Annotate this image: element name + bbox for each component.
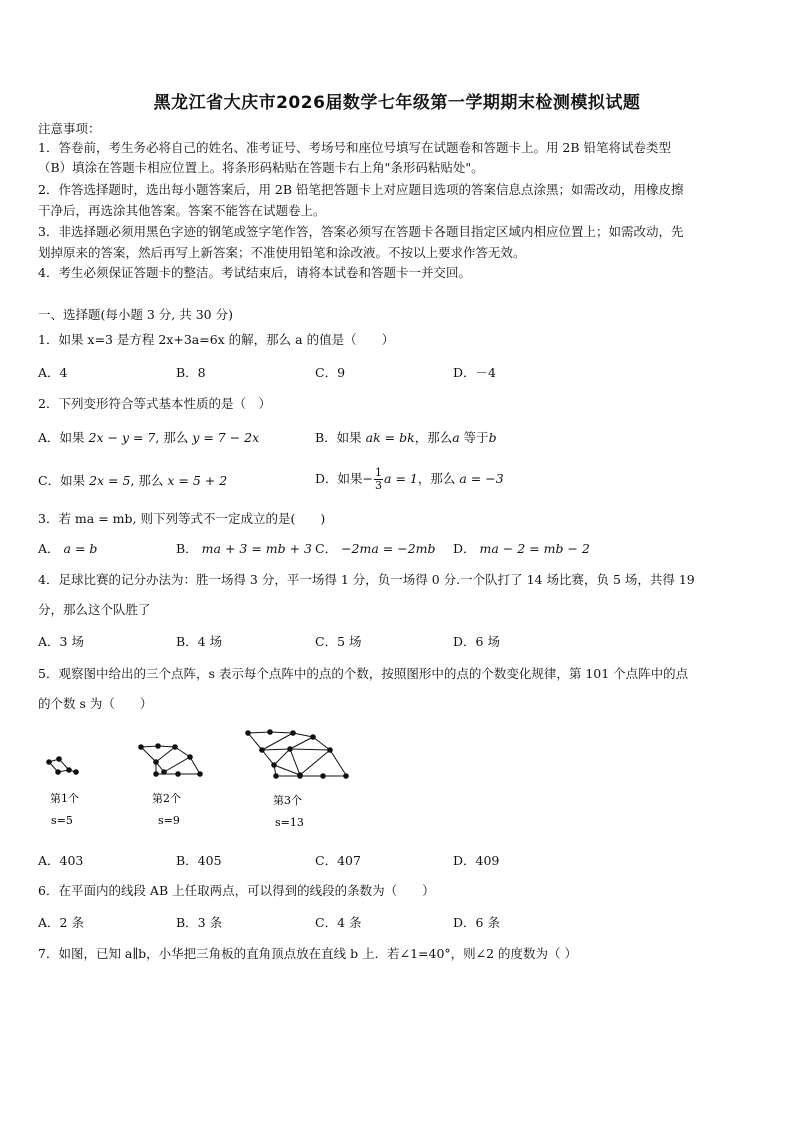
lattice-dot [246, 731, 251, 736]
q2-option-a [38, 428, 259, 448]
q6-option-a: A．2 条 [38, 915, 84, 930]
q2-b-var: a [452, 430, 460, 445]
q2-d-fraction [374, 467, 383, 492]
q1-option-b: B．8 [176, 365, 206, 380]
lattice-2 [139, 744, 203, 777]
lattice-dot [274, 774, 279, 779]
q2-option-b [315, 428, 497, 448]
q6-option-c: C．4 条 [315, 915, 362, 930]
figure-3-label: 第3个 [273, 794, 302, 807]
lattice-dot [344, 774, 349, 779]
lattice-dot [298, 774, 303, 779]
lattice-3 [246, 730, 349, 779]
lattice-dot [156, 744, 161, 749]
q3-option-a [38, 539, 97, 559]
q5-option-d: D．409 [453, 853, 500, 868]
q6-option-b: B．3 条 [176, 915, 223, 930]
lattice-1 [47, 757, 79, 775]
lattice-dot [321, 774, 326, 779]
q3-d-expr: ma − 2 = mb − 2 [479, 541, 590, 556]
q3-c-label: C． [315, 541, 338, 556]
q2-b-result: b [488, 430, 497, 445]
q2-a-cond: 2x − y = 7 [88, 430, 156, 445]
lattice-dot [154, 760, 159, 765]
q2-c-prefix: C．如果 [38, 473, 86, 488]
q4-option-b: B．4 场 [176, 634, 223, 649]
question-3-stem: 3．若 ma = mb, 则下列等式不一定成立的是( ) [38, 511, 326, 526]
q5-option-c: C．407 [315, 853, 361, 868]
q2-b-prefix: B．如果 [315, 430, 362, 445]
q1-option-c: C．9 [315, 365, 346, 380]
q3-c-expr: −2ma = −2mb [341, 541, 436, 556]
q2-a-prefix: A．如果 [38, 430, 85, 445]
q3-b-expr: ma + 3 = mb + 3 [201, 541, 312, 556]
dot-lattice-figures [30, 722, 370, 834]
question-6-stem: 6．在平面内的线段 AB 上任取两点，可以得到的线段的条数为（ ） [38, 883, 435, 898]
q2-d-rest: a = 1 [384, 471, 418, 486]
q4-option-a: A．3 场 [38, 634, 84, 649]
lattice-dot [173, 745, 178, 750]
question-4-stem-cont: 分，那么这个队胜了 [38, 602, 151, 617]
q4-option-c: C．5 场 [315, 634, 362, 649]
q3-option-c [315, 539, 436, 559]
q2-option-d [315, 464, 504, 494]
q3-a-label: A． [38, 541, 60, 556]
q3-d-label: D． [453, 541, 476, 556]
lattice-dot [188, 755, 193, 760]
lattice-dot [272, 763, 277, 768]
q3-option-d [453, 539, 590, 559]
notice-heading: 注意事项： [38, 121, 101, 136]
q2-d-result: a = −3 [459, 471, 504, 486]
figure-2-value: s=9 [158, 814, 180, 827]
q2-d-minus: − [362, 471, 374, 486]
figure-1-label: 第1个 [50, 792, 79, 805]
lattice-dot [328, 748, 333, 753]
q3-b-label: B． [176, 541, 198, 556]
lattice-dot [198, 772, 203, 777]
notice-line: 3．非选择题必须用黑色字迹的钢笔或签字笔作答，答案必须写在答题卡各题目指定区域内相应位置上；如需改动，先 [38, 224, 684, 239]
figure-1-value: s=5 [51, 814, 73, 827]
notice-line: 4．考生必须保证答题卡的整洁。考试结束后，请将本试卷和答题卡一并交回。 [38, 265, 471, 280]
q2-c-mid: , 那么 [130, 473, 164, 488]
lattice-dot [67, 768, 72, 773]
question-2-stem: 2．下列变形符合等式基本性质的是（ ） [38, 396, 271, 411]
notice-line: 干净后，再选涂其他答案。答案不能答在试题卷上。 [38, 203, 326, 218]
section-heading: 一、选择题(每小题 3 分, 共 30 分) [38, 307, 233, 322]
q2-d-denominator: 3 [375, 479, 383, 492]
q3-option-b [176, 539, 312, 559]
q5-option-a: A．403 [38, 853, 84, 868]
lattice-dot [56, 770, 61, 775]
q3-a-expr: a = b [63, 541, 98, 556]
q1-option-a: A．4 [38, 365, 68, 380]
q2-c-cond: 2x = 5 [89, 473, 131, 488]
q2-b-cond: ak = bk [365, 430, 415, 445]
lattice-dot [139, 745, 144, 750]
notice-line: （B）填涂在答题卡相应位置上。将条形码粘贴在答题卡右上角"条形码粘贴处"。 [38, 160, 484, 175]
question-1-stem: 1．如果 x=3 是方程 2x+3a=6x 的解，那么 a 的值是（ ） [38, 332, 395, 347]
lattice-dot [162, 770, 167, 775]
notice-line: 1．答卷前，考生务必将自己的姓名、准考证号、考场号和座位号填写在试题卷和答题卡上。用 2B 铅笔将试卷类型 [38, 140, 672, 155]
q6-option-d: D．6 条 [453, 915, 500, 930]
lattice-dot [288, 747, 293, 752]
lattice-dot [47, 760, 52, 765]
q1-option-d: D．－4 [453, 365, 496, 380]
question-5-stem: 5．观察图中给出的三个点阵，s 表示每个点阵中的点的个数，按照图形中的点的个数变化规律，第 101 个点阵中的点 [38, 666, 689, 681]
q2-a-mid: , 那么 [155, 430, 189, 445]
figure-2-label: 第2个 [152, 792, 181, 805]
page-title: 黑龙江省大庆市2026届数学七年级第一学期期末检测模拟试题 [153, 93, 641, 113]
lattice-dot [291, 731, 296, 736]
lattice-dot [57, 757, 62, 762]
lattice-dot [74, 770, 79, 775]
q4-option-d: D．6 场 [453, 634, 500, 649]
q2-b-suffix: 等于 [463, 430, 489, 445]
question-4-stem: 4．足球比赛的记分办法为：胜一场得 3 分，平一场得 1 分，负一场得 0 分.一个队打了 14 场比赛，负 5 场，共得 19 [38, 572, 695, 587]
q2-d-prefix: D．如果 [315, 471, 363, 486]
question-5-stem-cont: 的个数 s 为（ ） [38, 696, 153, 711]
q2-d-numerator: 1 [375, 466, 383, 479]
q2-c-result: x = 5 + 2 [167, 473, 228, 488]
question-7-stem: 7．如图，已知 a∥b，小华把三角板的直角顶点放在直线 b 上．若∠1=40°，则∠2 的度数为（ ） [38, 946, 578, 961]
q2-option-c [38, 471, 227, 491]
notice-line: 划掉原来的答案，然后再写上新答案；不准使用铅笔和涂改液。不按以上要求作答无效。 [38, 245, 526, 260]
q5-option-b: B．405 [176, 853, 222, 868]
notice-line: 2．作答选择题时，选出每小题答案后，用 2B 铅笔把答题卡上对应题目选项的答案信息点涂黑；如需改动，用橡皮擦 [38, 182, 684, 197]
lattice-dot [176, 772, 181, 777]
lattice-dot [311, 735, 316, 740]
q2-d-mid: ，那么 [417, 471, 456, 486]
lattice-dot [154, 772, 159, 777]
q2-a-result: y = 7 − 2x [192, 430, 260, 445]
lattice-dot [260, 748, 265, 753]
lattice-dot [268, 730, 273, 735]
figure-3-value: s=13 [275, 816, 304, 829]
q2-b-mid: ，那么 [414, 430, 453, 445]
